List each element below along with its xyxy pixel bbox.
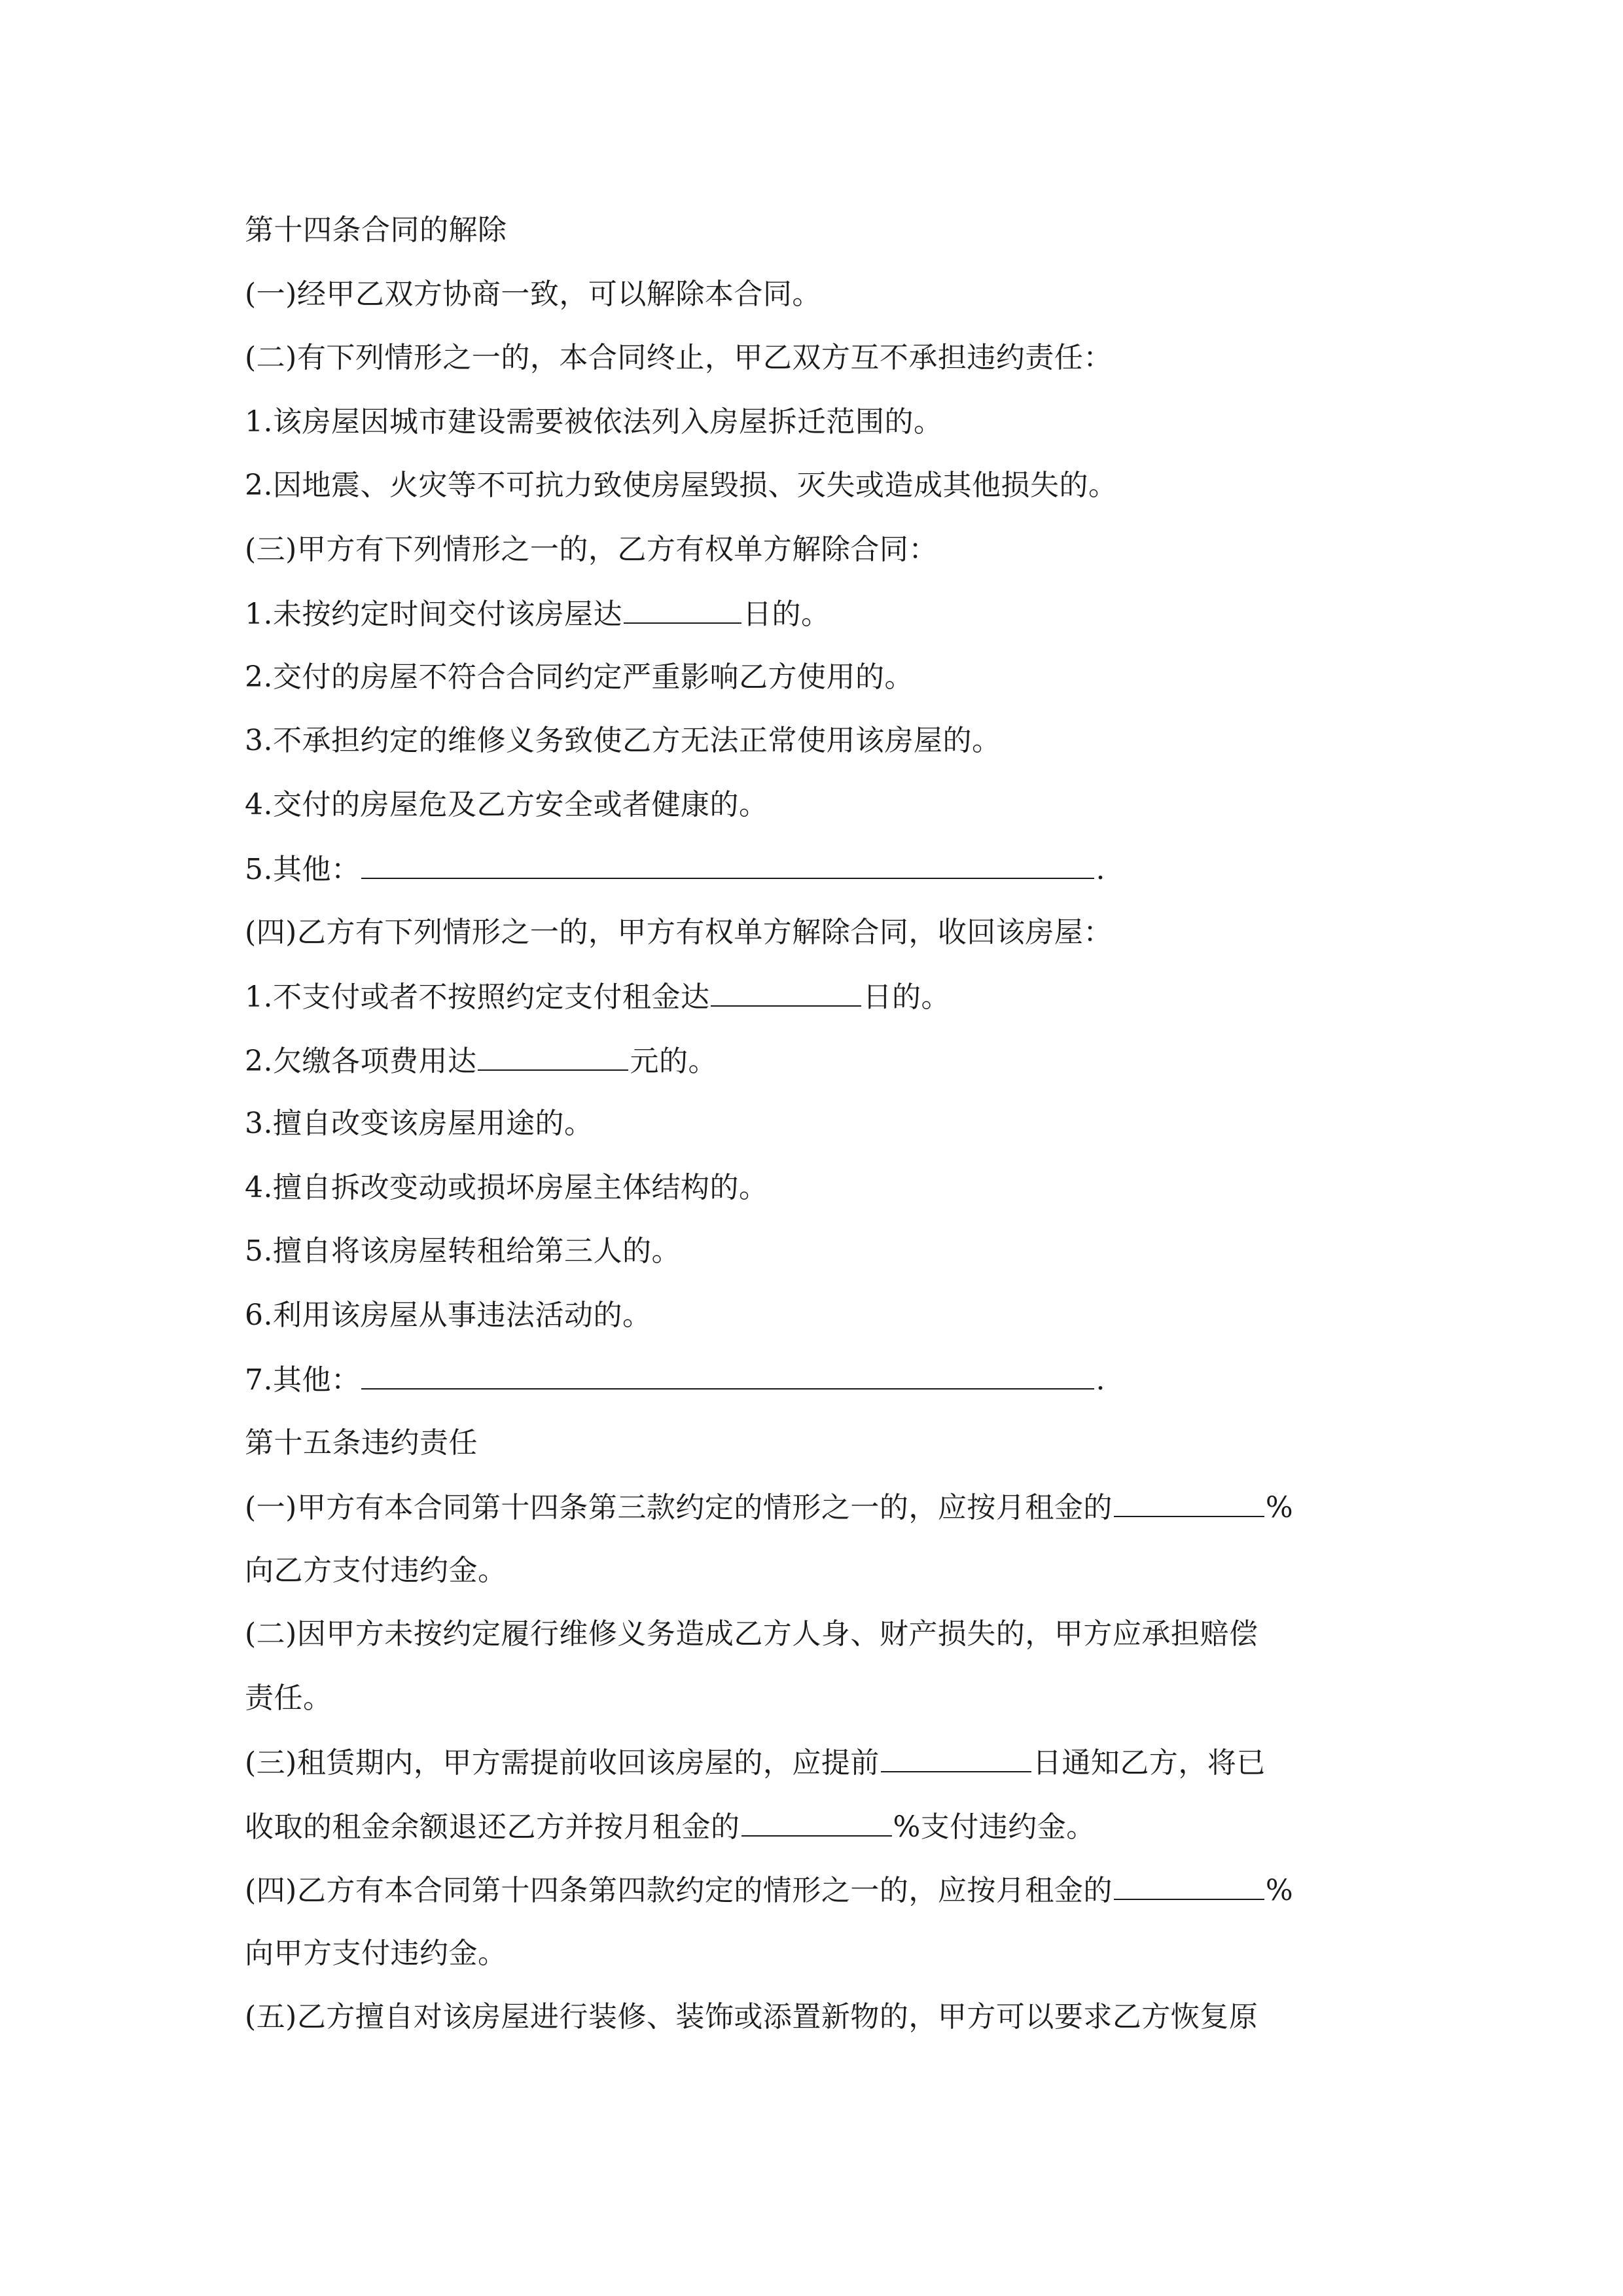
line-text: 元的。 (630, 1044, 717, 1078)
doc-line-art14-4-4 (245, 1168, 768, 1208)
line-text: 5.擅自将该房屋转租给第三人的。 (245, 1234, 681, 1268)
line-text: (三)甲方有下列情形之一的，乙方有权单方解除合同： (245, 532, 938, 566)
line-text: 1.不支付或者不按照约定支付租金达 (245, 980, 710, 1014)
fill-in-blank[interactable] (478, 1041, 628, 1071)
doc-line-art14-3-2 (245, 658, 914, 697)
fill-in-blank[interactable] (361, 1359, 1094, 1390)
doc-line-art14-2-1 (245, 403, 942, 442)
doc-line-art14-2-2 (245, 466, 1117, 505)
doc-line-art14-3 (245, 530, 938, 569)
doc-line-art14-title (245, 211, 507, 250)
doc-line-art14-3-5 (245, 849, 1105, 889)
line-text: . (1096, 853, 1105, 886)
doc-line-art15-1a (245, 1487, 1293, 1528)
line-text: % (1265, 1874, 1294, 1907)
doc-line-art14-4 (245, 913, 1113, 952)
line-text: 4.交付的房屋危及乙方安全或者健康的。 (245, 787, 768, 821)
doc-line-art14-3-4 (245, 785, 768, 825)
doc-line-art14-4-2 (245, 1041, 717, 1081)
line-text: 5.其他： (245, 853, 361, 886)
line-text: 向乙方支付违约金。 (245, 1553, 507, 1587)
doc-line-art14-4-6 (245, 1296, 651, 1335)
line-text: 2.欠缴各项费用达 (245, 1044, 477, 1078)
doc-line-art15-title (245, 1424, 478, 1463)
doc-line-art14-4-1 (245, 977, 950, 1017)
line-text: (二)有下列情形之一的，本合同终止，甲乙双方互不承担违约责任： (245, 341, 1113, 374)
line-text: 日的。 (863, 980, 950, 1014)
line-text: 向甲方支付违约金。 (245, 1936, 507, 1970)
doc-line-art14-2 (245, 338, 1113, 378)
doc-line-art15-2b (245, 1679, 332, 1718)
line-text: 责任。 (245, 1681, 332, 1715)
line-text: % (1265, 1491, 1294, 1524)
doc-line-art15-5a (245, 1998, 1258, 2037)
line-text: (三)租赁期内，甲方需提前收回该房屋的，应提前 (245, 1746, 880, 1780)
doc-line-art14-4-3 (245, 1104, 593, 1143)
line-text: 第十五条违约责任 (245, 1426, 478, 1460)
line-text: . (1096, 1363, 1105, 1397)
doc-line-art14-3-3 (245, 721, 1001, 761)
line-text: 1.未按约定时间交付该房屋达 (245, 598, 622, 631)
line-text: (一)经甲乙双方协商一致，可以解除本合同。 (245, 277, 821, 311)
doc-line-art15-4b (245, 1934, 507, 1973)
line-text: (四)乙方有下列情形之一的，甲方有权单方解除合同，收回该房屋： (245, 915, 1113, 949)
line-text: (四)乙方有本合同第十四条第四款约定的情形之一的，应按月租金的 (245, 1874, 1113, 1907)
fill-in-blank[interactable] (881, 1742, 1031, 1772)
fill-in-blank[interactable] (1114, 1487, 1264, 1517)
line-text: 4.擅自拆改变动或损坏房屋主体结构的。 (245, 1170, 768, 1204)
line-text: 2.因地震、火灾等不可抗力致使房屋毁损、灭失或造成其他损失的。 (245, 469, 1118, 502)
line-text: 第十四条合同的解除 (245, 213, 507, 247)
doc-line-art14-4-5 (245, 1232, 681, 1271)
doc-line-art15-3a (245, 1742, 1266, 1783)
line-text: 2.交付的房屋不符合合同约定严重影响乙方使用的。 (245, 660, 914, 694)
line-text: (五)乙方擅自对该房屋进行装修、装饰或添置新物的，甲方可以要求乙方恢复原 (245, 2000, 1258, 2034)
doc-line-art15-1b (245, 1551, 507, 1590)
doc-line-art14-1 (245, 275, 821, 314)
doc-line-art14-4-7 (245, 1359, 1105, 1400)
line-text: 日的。 (742, 598, 830, 631)
line-text: (二)因甲方未按约定履行维修义务造成乙方人身、财产损失的，甲方应承担赔偿 (245, 1617, 1258, 1651)
line-text: 6.利用该房屋从事违法活动的。 (245, 1298, 652, 1332)
fill-in-blank[interactable] (624, 594, 741, 624)
doc-line-art15-2a (245, 1615, 1258, 1654)
fill-in-blank[interactable] (1114, 1870, 1264, 1900)
line-text: %支付违约金。 (893, 1810, 1096, 1844)
doc-line-art15-4a (245, 1870, 1293, 1910)
line-text: 7.其他： (245, 1363, 361, 1397)
line-text: 3.不承担约定的维修义务致使乙方无法正常使用该房屋的。 (245, 724, 1001, 757)
line-text: 收取的租金余额退还乙方并按月租金的 (245, 1810, 740, 1844)
line-text: (一)甲方有本合同第十四条第三款约定的情形之一的，应按月租金的 (245, 1491, 1113, 1524)
line-text: 1.该房屋因城市建设需要被依法列入房屋拆迁范围的。 (245, 404, 943, 439)
fill-in-blank[interactable] (711, 977, 861, 1007)
doc-line-art15-3b (245, 1806, 1096, 1847)
fill-in-blank[interactable] (741, 1806, 892, 1837)
line-text: 3.擅自改变该房屋用途的。 (245, 1107, 594, 1140)
line-text: 日通知乙方，将已 (1032, 1746, 1266, 1780)
doc-line-art14-3-1 (245, 594, 830, 634)
fill-in-blank[interactable] (361, 849, 1094, 879)
